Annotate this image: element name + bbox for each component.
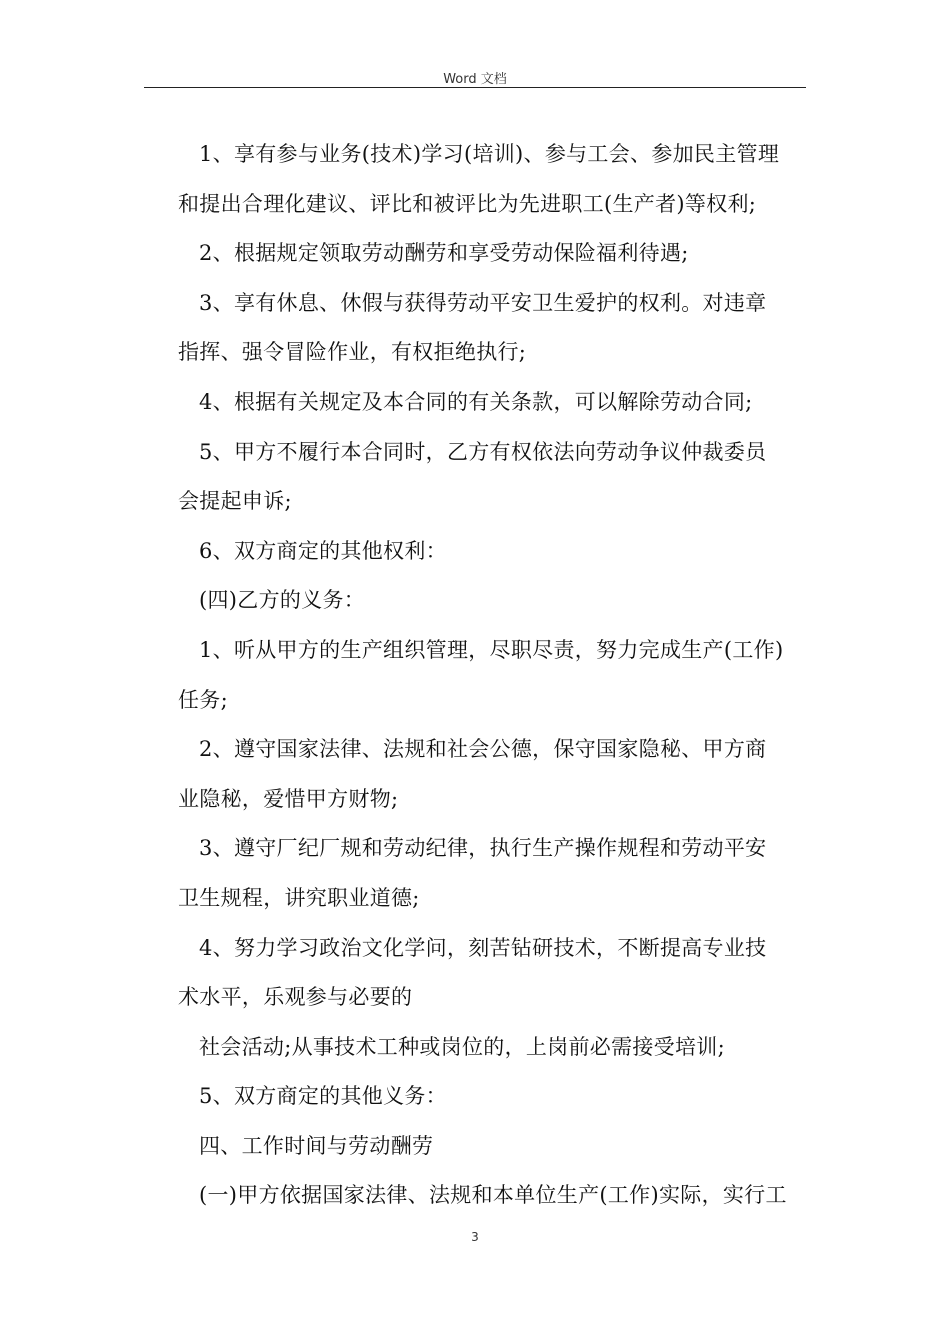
text-line: 3、享有休息、休假与获得劳动平安卫生爱护的权利。对违章 — [199, 290, 767, 315]
text-line: (一)甲方依据国家法律、法规和本单位生产(工作)实际，实行工 — [199, 1183, 787, 1208]
text-line: 指挥、强令冒险作业，有权拒绝执行; — [178, 340, 527, 365]
text-line: 四、工作时间与劳动酬劳 — [199, 1133, 434, 1158]
text-line: 会提起申诉; — [178, 489, 292, 514]
text-line: 1、听从甲方的生产组织管理，尽职尽责，努力完成生产(工作) — [199, 637, 784, 662]
page-number: 3 — [471, 1230, 479, 1244]
text-line: 2、根据规定领取劳动酬劳和享受劳动保险福利待遇; — [199, 241, 689, 266]
text-line: 5、双方商定的其他义务： — [199, 1084, 447, 1109]
text-line: 1、享有参与业务(技术)学习(培训)、参与工会、参加民主管理 — [199, 142, 780, 166]
header-divider — [144, 87, 806, 88]
text-line: 2、遵守国家法律、法规和社会公德，保守国家隐秘、甲方商 — [199, 737, 767, 762]
text-line: 任务; — [178, 687, 228, 712]
text-line: 4、努力学习政治文化学问，刻苦钻研技术，不断提高专业技 — [199, 935, 767, 960]
text-line: 和提出合理化建议、评比和被评比为先进职工(生产者)等权利; — [178, 191, 757, 216]
text-line: 业隐秘，爱惜甲方财物; — [178, 786, 399, 811]
text-line: 3、遵守厂纪厂规和劳动纪律，执行生产操作规程和劳动平安 — [199, 836, 767, 861]
page-header: Word 文档 — [443, 72, 507, 87]
text-line: 6、双方商定的其他权利： — [199, 538, 447, 563]
text-line: 4、根据有关规定及本合同的有关条款，可以解除劳动合同; — [199, 389, 753, 414]
text-line: 术水平，乐观参与必要的 — [178, 985, 413, 1010]
text-line: 社会活动;从事技术工种或岗位的，上岗前必需接受培训; — [199, 1034, 725, 1059]
text-line: 5、甲方不履行本合同时，乙方有权依法向劳动争议仲裁委员 — [199, 439, 767, 464]
document-body — [178, 130, 808, 1221]
text-line: 卫生规程，讲究职业道德; — [178, 885, 420, 910]
text-line: (四)乙方的义务： — [199, 588, 366, 613]
